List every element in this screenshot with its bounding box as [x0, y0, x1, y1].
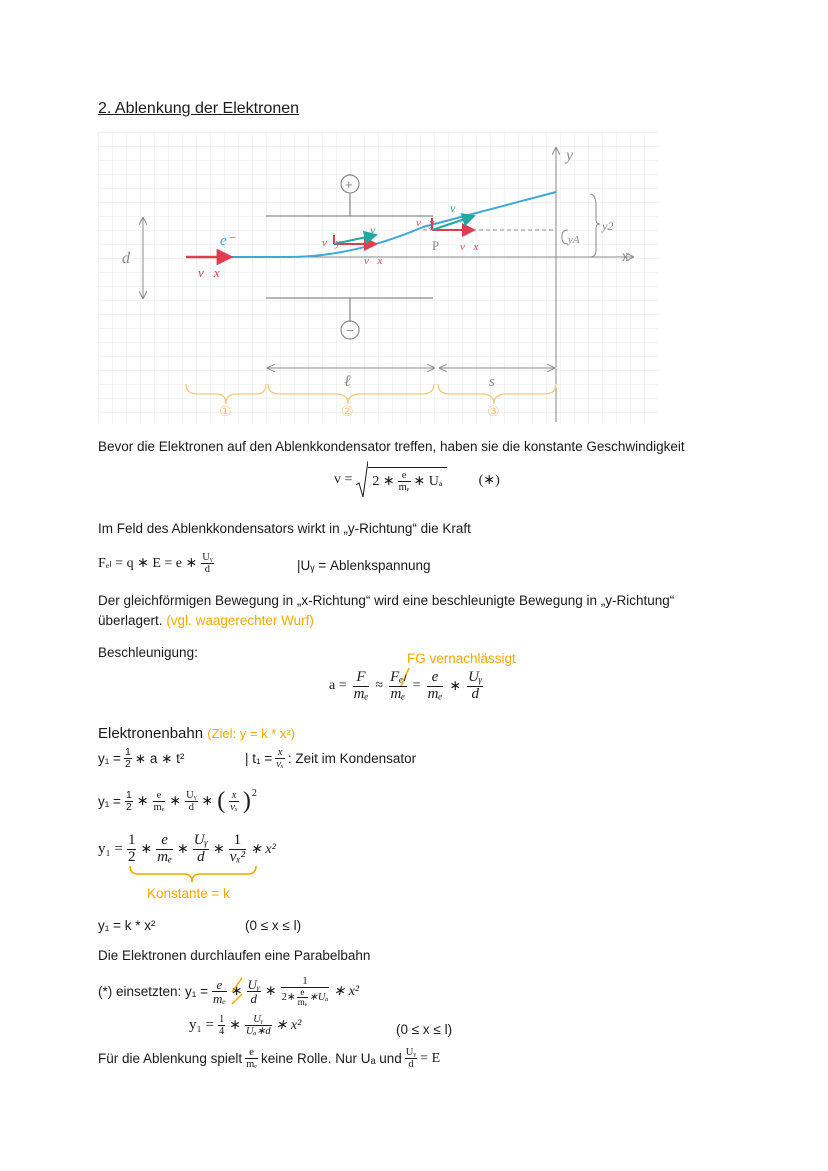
- range-1: (0 ≤ x ≤ l): [245, 918, 302, 933]
- overlay-text-line1: Der gleichförmigen Bewegung in „x-Richtung“ wird eine beschleunigte Bewegung in „y-Richtung“: [98, 593, 675, 608]
- y1b-exp: 2: [251, 788, 257, 799]
- ein-n3: 1: [281, 976, 330, 988]
- vx-right-label: v⃗x: [460, 241, 479, 253]
- ein-op1: ∗: [230, 984, 243, 1000]
- y1c-op1: ∗: [140, 841, 153, 857]
- y1c-d3: d: [197, 848, 205, 865]
- conclusion-a: Für die Ablenkung spielt: [98, 1051, 243, 1067]
- konstante-brace: [128, 864, 260, 884]
- overlay-note: (vgl. waagerechter Wurf): [166, 613, 314, 628]
- ein-d3b: ∗Uₐ: [309, 992, 329, 1004]
- vy-mid-label: v⃗y: [322, 237, 341, 249]
- y-axis-label: y: [566, 147, 574, 164]
- range-2: (0 ≤ x ≤ l): [396, 1022, 453, 1037]
- bahn-heading: Elektronenbahn: [98, 725, 204, 742]
- ein-n2: Uᵧ: [247, 976, 260, 992]
- y1b-op3: ∗: [201, 794, 214, 809]
- y1-equation-a: [98, 747, 184, 770]
- a-f4-den: d: [471, 685, 479, 702]
- y1b-d3: d: [188, 802, 194, 813]
- final-n1: 1: [218, 1014, 225, 1025]
- force-equation: [98, 552, 214, 575]
- velocity-equation: [334, 461, 500, 499]
- y1c-d1: 2: [127, 848, 136, 865]
- ein-op2: ∗: [264, 984, 277, 1000]
- plus-label: +: [345, 177, 353, 192]
- a-f3-num: e: [427, 670, 444, 687]
- v-frac-den: mₑ: [398, 482, 410, 493]
- t1-lhs: | t₁ =: [245, 751, 273, 767]
- a-f3-den: mₑ: [427, 685, 443, 702]
- conclusion: [98, 1047, 440, 1070]
- accel-equation: [329, 670, 483, 703]
- ein-d3e: e: [297, 988, 308, 998]
- y1b-d4: vₓ: [230, 802, 238, 813]
- v-ua: ∗ Uₐ: [413, 474, 443, 489]
- y1b-d2: mₑ: [153, 802, 165, 813]
- v-frac-num: e: [398, 470, 411, 482]
- y1a-rest: ∗ a ∗ t²: [134, 750, 185, 766]
- y1b-n2: e: [153, 790, 166, 802]
- conclusion-den: mₑ: [246, 1059, 257, 1071]
- overlay-text-line2: überlagert.: [98, 613, 163, 628]
- t1-num: x: [275, 747, 285, 759]
- p-label: P: [432, 238, 440, 253]
- s-label: s: [489, 374, 495, 390]
- y1c-n2: e: [156, 833, 173, 850]
- einsetzen-label: (*) einsetzten: y₁ =: [98, 984, 208, 1000]
- a-f1-den: mₑ: [353, 685, 369, 702]
- conclusion-num: e: [245, 1047, 258, 1059]
- y1-equation-b: y₁ = $\frac{1}{2}$ ∗ $\frac{e}{\text{mₑ}}$ ∗ $\frac{\text{Uᵧ}}{d}$ ∗ ( $\frac{x}{\text{vₓ}}$ ) $^2$: [98, 788, 257, 814]
- y1c-op2: ∗: [176, 841, 189, 857]
- t1-den: vₓ: [276, 759, 284, 771]
- y1c-op3: ∗: [212, 841, 225, 857]
- ein-rest: ∗ x²: [333, 984, 360, 1000]
- v-mid-label: v⃗: [370, 223, 385, 237]
- fg-note: FG vernachlässigt: [407, 651, 516, 666]
- y1c-n3: Uᵧ: [193, 832, 208, 848]
- y1a-den: 2: [124, 758, 131, 771]
- electron-label: e⁻: [220, 233, 235, 249]
- conclusion-b: keine Rolle. Nur Uₐ und: [260, 1051, 402, 1067]
- intro-text: Bevor die Elektronen auf den Ablenkkondensator treffen, haben sie die konstante Geschwindigkeit: [98, 439, 685, 454]
- region-1-label: ①: [219, 404, 232, 420]
- y1c-n4: 1: [229, 833, 246, 850]
- y1c-lhs: y₁ =: [98, 840, 123, 857]
- final-lhs: y₁ =: [189, 1017, 214, 1034]
- final-equation: [189, 1014, 301, 1037]
- y2-label: y2: [602, 219, 614, 233]
- final-rest: ∗ x²: [275, 1018, 302, 1034]
- f-frac-den: d: [204, 564, 211, 576]
- y1b-op2: ∗: [169, 794, 182, 809]
- a-f2-num: Fₑₗ: [390, 669, 406, 685]
- final-op1: ∗: [229, 1018, 241, 1034]
- v-right-label: v⃗: [450, 201, 465, 215]
- conclusion-num2: Uᵧ: [405, 1047, 417, 1058]
- a-f2-den: mₑ: [390, 685, 406, 702]
- a-lhs: a =: [329, 678, 347, 694]
- final-d1: 4: [218, 1026, 225, 1038]
- f-frac-num: Uᵧ: [202, 552, 213, 563]
- ein-n1: e: [212, 978, 227, 993]
- y1b-n4: x: [229, 790, 239, 802]
- region-2-label: ②: [341, 404, 354, 420]
- minus-label: −: [346, 323, 354, 338]
- vy-right-label: v⃗y: [416, 217, 435, 229]
- konstante-label: Konstante = k: [147, 886, 230, 901]
- y1b-lhs: y₁ =: [98, 794, 121, 809]
- a-f4-num: Uᵧ: [468, 669, 483, 685]
- final-n2: Uᵧ: [245, 1014, 272, 1026]
- cancel-strikes: [229, 976, 245, 1006]
- y1c-d2: mₑ: [157, 848, 172, 865]
- d-label: d: [122, 250, 130, 267]
- page-title: 2. Ablenkung der Elektronen: [98, 100, 300, 117]
- conclusion-c: = E: [420, 1050, 441, 1066]
- field-text: Im Feld des Ablenkkondensators wirkt in „y-Richtung“ die Kraft: [98, 521, 471, 536]
- t1-rest: : Zeit im Kondensator: [287, 751, 417, 767]
- parabel-text: Die Elektronen durchlaufen eine Parabelbahn: [98, 948, 371, 963]
- v-tag: (∗): [478, 472, 500, 488]
- a-approx: ≈: [375, 678, 384, 694]
- bahn-goal: (Ziel: y = k * x²): [207, 726, 296, 741]
- l-label: ℓ: [344, 373, 351, 390]
- y1c-n1: 1: [127, 832, 136, 848]
- ein-d1: mₑ: [212, 991, 226, 1007]
- ein-d3m: mₑ: [297, 997, 308, 1008]
- a-f1-num: F: [353, 670, 370, 687]
- x-axis-label: x: [622, 248, 629, 264]
- y1b-n3: Uᵧ: [186, 789, 197, 801]
- y1c-rest: ∗ x²: [250, 841, 276, 857]
- y1a-num: 1: [124, 746, 131, 758]
- f-lhs: Fₑₗ = q ∗ E = e ∗: [98, 556, 198, 572]
- conclusion-den2: d: [408, 1059, 414, 1071]
- v-two: 2 ∗: [372, 474, 395, 489]
- y1a-lhs: y₁ =: [98, 751, 121, 767]
- y1b-op1: ∗: [136, 794, 149, 809]
- ein-d2: d: [250, 991, 257, 1007]
- force-note: |Uᵧ = Ablenkspannung: [297, 558, 431, 573]
- a-times: ∗: [449, 678, 462, 694]
- final-d2: Uₐ∗d: [245, 1026, 271, 1038]
- sqrt-sign-icon: [356, 461, 368, 499]
- y1-equation-c: [98, 833, 276, 866]
- region-3-label: ③: [487, 404, 500, 420]
- v-lhs: v =: [334, 472, 353, 487]
- y1b-n1: 1: [125, 788, 132, 801]
- ein-d3a: 2∗: [281, 992, 296, 1004]
- accel-label: Beschleunigung:: [98, 645, 198, 660]
- y1b-d1: 2: [125, 801, 132, 813]
- vx-left-label: v⃗x: [198, 265, 220, 280]
- t1-equation: [245, 747, 416, 770]
- y1-k-equation: y₁ = k * x²: [98, 918, 156, 933]
- ya-label: yA: [568, 234, 580, 246]
- y1c-d4: vₓ²: [229, 848, 246, 865]
- vx-mid-label: v⃗x: [364, 255, 383, 267]
- deflection-diagram: [98, 132, 658, 424]
- a-eq: =: [412, 678, 421, 694]
